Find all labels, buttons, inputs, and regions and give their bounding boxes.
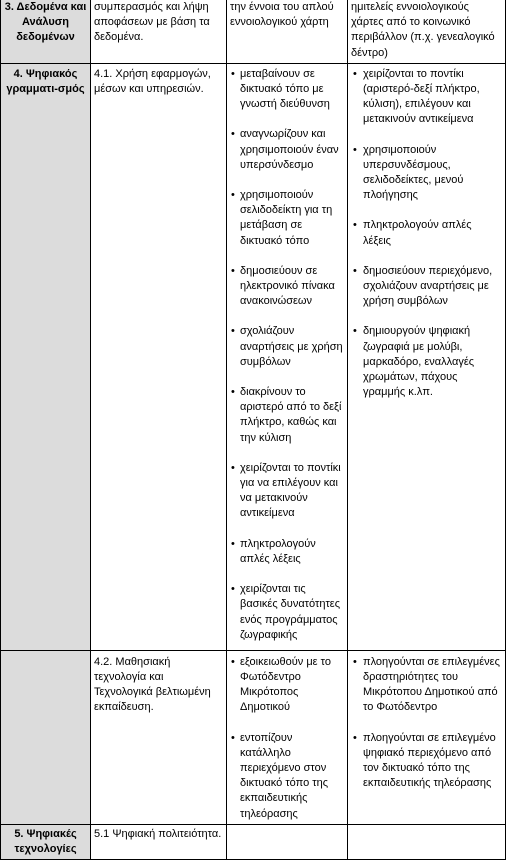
- bullet-icon: •: [353, 264, 357, 277]
- list-item: [230, 188, 344, 249]
- bullet-icon: •: [353, 731, 357, 744]
- list-item: [230, 731, 344, 822]
- bullet-icon: •: [231, 128, 235, 141]
- list-item-text: δημιουργούν ψηφιακή ζωγραφιά με μολύβι, μαρκαδόρο, εναλλαγές χρωμάτων, πάχους γραμμής κ.λπ.: [363, 325, 475, 399]
- list-item: [230, 655, 344, 716]
- list-item-text: μεταβαίνουν σε δικτυακό τόπο με γνωστή διεύθυνση: [240, 67, 330, 111]
- list-item: [351, 324, 502, 400]
- bullet-icon: •: [353, 655, 357, 668]
- category-cell: [1, 650, 91, 824]
- bullet-icon: •: [231, 264, 235, 277]
- bullet-icon: •: [353, 143, 357, 156]
- list-item-text: αναγνωρίζουν και χρησιμοποιούν έναν υπερσύνδεσμο: [240, 128, 339, 171]
- category-cell: 3. Δεδομένα και Ανάλυση δεδομένων: [1, 0, 91, 63]
- activities-list: [351, 655, 502, 792]
- bullet-icon: •: [353, 325, 357, 338]
- list-item: [230, 537, 344, 567]
- list-item: [230, 324, 344, 370]
- list-item: [351, 67, 502, 128]
- list-item: [351, 218, 502, 248]
- bullet-icon: •: [231, 67, 235, 80]
- list-item-text: χειρίζονται τις βασικές δυνατότητες ενός προγράμματος ζωγραφικής: [240, 583, 340, 641]
- topic-cell: 4.2. Μαθησιακή τεχνολογία και Τεχνολογικά βελτιωμένη εκπαίδευση.: [91, 650, 227, 824]
- list-item: [230, 385, 344, 446]
- category-cell: 4. Ψηφιακός γραμματι-σμός: [1, 63, 91, 650]
- list-item-text: πληκτρολογούν απλές λέξεις: [240, 537, 316, 565]
- list-item: [230, 582, 344, 643]
- bullet-icon: •: [231, 731, 235, 744]
- list-item: [230, 127, 344, 173]
- topic-cell: 5.1 Ψηφιακή πολιτειότητα.: [91, 824, 227, 859]
- bullet-icon: •: [231, 325, 235, 338]
- activities-cell: ημιτελείς εννοιολογικούς χάρτες από το κοινωνικό περιβάλλον (π.χ. γενεαλογικό δέντρο): [348, 0, 506, 63]
- list-item-text: χρησιμοποιούν υπερσυνδέσμους, σελιδοδείκτες, μενού πλοήγησης: [363, 143, 464, 202]
- list-item: [230, 461, 344, 522]
- activities-cell: [348, 824, 506, 859]
- objectives-cell: [227, 63, 348, 650]
- topic-cell: 4.1. Χρήση εφαρμογών, μέσων και υπηρεσιών.: [91, 63, 227, 650]
- table-row: [1, 650, 506, 824]
- topic-cell: συμπερασμός και λήψη αποφάσεων με βάση τα δεδομένα.: [91, 0, 227, 63]
- objectives-cell: [227, 824, 348, 859]
- bullet-icon: •: [353, 67, 357, 80]
- bullet-icon: •: [231, 583, 235, 596]
- category-cell: 5. Ψηφιακές τεχνολογίες: [1, 824, 91, 859]
- activities-cell: [348, 650, 506, 824]
- activities-list: [351, 67, 502, 401]
- list-item-text: εντοπίζουν κατάλληλο περιεχόμενο στον δικτυακό τόπο της εκπαιδευτικής τηλεόρασης: [240, 731, 329, 820]
- list-item-text: εξοικειωθούν με το Φωτόδεντρο Μικρότοπος Δημοτικού: [240, 655, 331, 714]
- list-item: [351, 143, 502, 204]
- list-item-text: χειρίζονται το ποντίκι για να επιλέγουν και να μετακινούν αντικείμενα: [240, 461, 341, 520]
- objectives-cell: [227, 650, 348, 824]
- list-item-text: δημοσιεύουν σε ηλεκτρονικό πίνακα ανακοινώσεων: [240, 264, 335, 308]
- list-item-text: σχολιάζουν αναρτήσεις με χρήση συμβόλων: [240, 325, 343, 368]
- list-item-text: δημοσιεύουν περιεχόμενο, σχολιάζουν αναρτήσεις με χρήση συμβόλων: [363, 264, 493, 308]
- list-item-text: πληκτρολογούν απλές λέξεις: [363, 219, 472, 247]
- list-item-text: χειρίζονται το ποντίκι (αριστερό-δεξί πλήκτρο, κύλιση), επιλέγουν και μετακινούν αντικείμενα: [363, 67, 480, 126]
- activities-cell: [348, 63, 506, 650]
- objectives-cell: την έννοια του απλού εννοιολογικού χάρτη: [227, 0, 348, 63]
- bullet-icon: •: [231, 189, 235, 202]
- list-item: [230, 67, 344, 113]
- table-row: [1, 63, 506, 650]
- list-item: [230, 264, 344, 310]
- list-item: [351, 655, 502, 716]
- bullet-icon: •: [231, 386, 235, 399]
- table-row: [1, 0, 506, 63]
- list-item-text: χρησιμοποιούν σελιδοδείκτη για τη μετάβαση σε δικτυακό τόπο: [240, 189, 333, 247]
- list-item-text: πλοηγούνται σε επιλεγμένο ψηφιακό περιεχόμενο από τον δικτυακό τόπο της εκπαιδευτικής τηλεόρασης: [363, 731, 496, 790]
- bullet-icon: •: [231, 461, 235, 474]
- list-item-text: διακρίνουν το αριστερό από το δεξί πλήκτρο, καθώς και την κύλιση: [240, 386, 342, 444]
- list-item: [351, 264, 502, 310]
- bullet-icon: •: [231, 655, 235, 668]
- objectives-list: [230, 67, 344, 643]
- bullet-icon: •: [353, 219, 357, 232]
- list-item-text: πλοηγούνται σε επιλεγμένες δραστηριότητες του Μικρότοπου Δημοτικού από το Φωτόδεντρο: [363, 655, 500, 714]
- table-row: [1, 824, 506, 859]
- objectives-list: [230, 655, 344, 822]
- bullet-icon: •: [231, 537, 235, 550]
- list-item: [351, 731, 502, 792]
